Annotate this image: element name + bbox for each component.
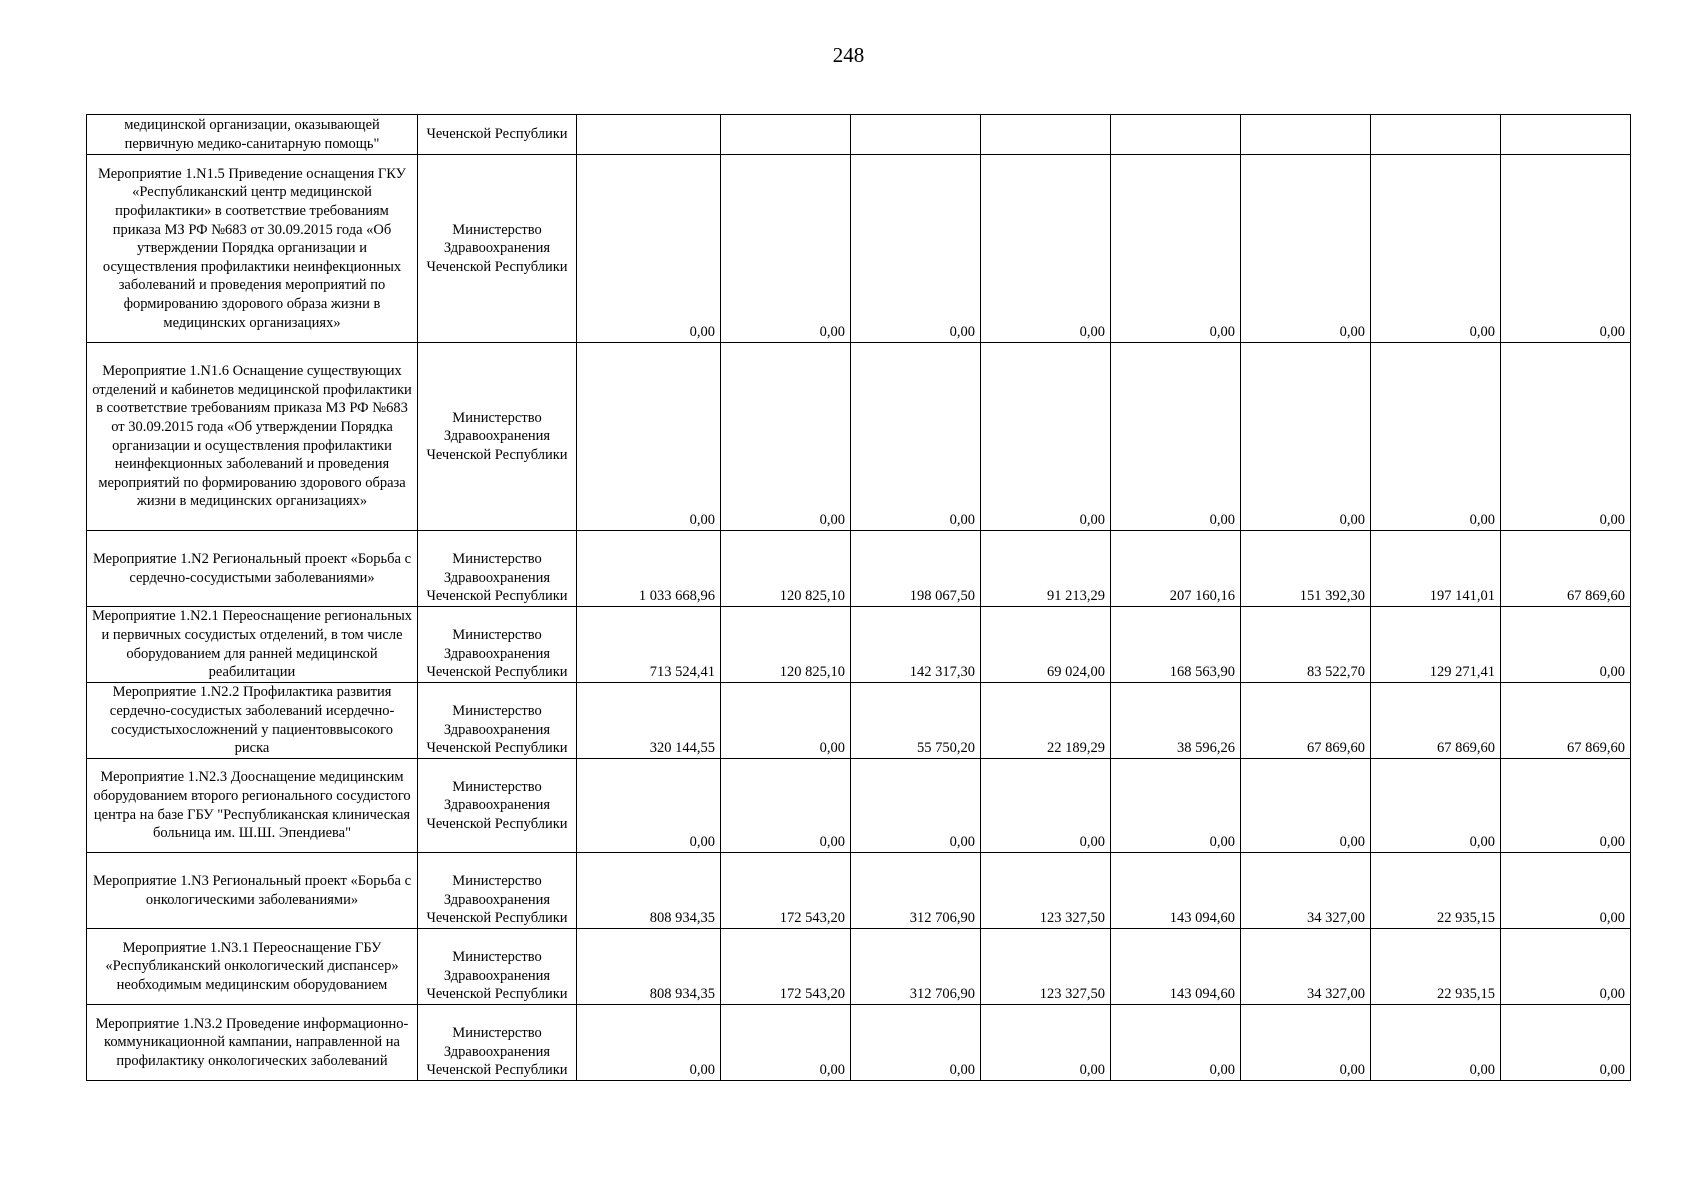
value-cell: 83 522,70 xyxy=(1241,607,1371,683)
value-cell: 123 327,50 xyxy=(981,853,1111,929)
page-number: 248 xyxy=(832,43,865,67)
value-cell: 0,00 xyxy=(1501,343,1631,531)
value-cell: 0,00 xyxy=(577,155,721,343)
table-row xyxy=(87,1005,1631,1081)
responsible-org-cell: Министерство Здравоохранения Чеченской Республики xyxy=(418,607,577,683)
value-cell: 0,00 xyxy=(1501,607,1631,683)
value-cell: 207 160,16 xyxy=(1111,531,1241,607)
activity-name-cell: Мероприятие 1.N3.2 Проведение информационно-коммуникационной кампании, направленной на профилактику онкологических заболеваний xyxy=(87,1005,418,1081)
value-cell: 198 067,50 xyxy=(851,531,981,607)
responsible-org-cell: Министерство Здравоохранения Чеченской Республики xyxy=(418,759,577,853)
value-cell: 0,00 xyxy=(851,343,981,531)
value-cell: 0,00 xyxy=(981,343,1111,531)
value-cell: 0,00 xyxy=(721,683,851,759)
table-row xyxy=(87,155,1631,343)
value-cell: 0,00 xyxy=(1111,343,1241,531)
value-cell: 129 271,41 xyxy=(1371,607,1501,683)
value-cell: 67 869,60 xyxy=(1241,683,1371,759)
value-cell: 0,00 xyxy=(981,155,1111,343)
value-cell: 168 563,90 xyxy=(1111,607,1241,683)
value-cell: 0,00 xyxy=(1501,929,1631,1005)
value-cell: 143 094,60 xyxy=(1111,853,1241,929)
value-cell: 0,00 xyxy=(1241,155,1371,343)
table-row xyxy=(87,759,1631,853)
activity-name-cell: Мероприятие 1.N2.2 Профилактика развития сердечно-сосудистых заболеваний исердечно-сосудистыхосложнений у пациентоввысокого риска xyxy=(87,683,418,759)
value-cell xyxy=(1111,115,1241,155)
value-cell: 0,00 xyxy=(851,759,981,853)
activity-name-cell: Мероприятие 1.N3.1 Переоснащение ГБУ «Республиканский онкологический диспансер» необходимым медицинским оборудованием xyxy=(87,929,418,1005)
value-cell: 143 094,60 xyxy=(1111,929,1241,1005)
responsible-org-cell: Министерство Здравоохранения Чеченской Республики xyxy=(418,1005,577,1081)
table-row xyxy=(87,531,1631,607)
value-cell: 142 317,30 xyxy=(851,607,981,683)
value-cell: 0,00 xyxy=(577,343,721,531)
value-cell: 0,00 xyxy=(721,1005,851,1081)
responsible-org-cell: Министерство Здравоохранения Чеченской Республики xyxy=(418,343,577,531)
value-cell: 320 144,55 xyxy=(577,683,721,759)
value-cell: 0,00 xyxy=(1111,155,1241,343)
activity-name-cell: Мероприятие 1.N2.3 Дооснащение медицинским оборудованием второго регионального сосудистого центра на базе ГБУ "Республиканская клиническая больница им. Ш.Ш. Эпендиева" xyxy=(87,759,418,853)
value-cell: 0,00 xyxy=(981,1005,1111,1081)
value-cell: 808 934,35 xyxy=(577,853,721,929)
value-cell: 67 869,60 xyxy=(1501,683,1631,759)
responsible-org-cell: Министерство Здравоохранения Чеченской Республики xyxy=(418,929,577,1005)
table-row xyxy=(87,343,1631,531)
activity-name-cell: Мероприятие 1.N1.5 Приведение оснащения ГКУ «Республиканский центр медицинской профилактики» в соответствие требованиям приказа МЗ РФ №683 от 30.09.2015 года «Об утверждении Порядка организации и осуществления профилактики неинфекционных заболеваний и проведения мероприятий по формированию здорового образа жизни в медицинских организациях» xyxy=(87,155,418,343)
value-cell: 0,00 xyxy=(1501,1005,1631,1081)
table-row xyxy=(87,853,1631,929)
value-cell xyxy=(721,115,851,155)
value-cell: 67 869,60 xyxy=(1371,683,1501,759)
value-cell xyxy=(577,115,721,155)
table-row xyxy=(87,607,1631,683)
activity-name-cell: Мероприятие 1.N3 Региональный проект «Борьба с онкологическими заболеваниями» xyxy=(87,853,418,929)
value-cell: 312 706,90 xyxy=(851,853,981,929)
value-cell xyxy=(1241,115,1371,155)
value-cell: 0,00 xyxy=(1501,759,1631,853)
value-cell: 172 543,20 xyxy=(721,929,851,1005)
value-cell: 38 596,26 xyxy=(1111,683,1241,759)
value-cell xyxy=(981,115,1111,155)
table-row xyxy=(87,115,1631,155)
value-cell: 55 750,20 xyxy=(851,683,981,759)
value-cell: 197 141,01 xyxy=(1371,531,1501,607)
value-cell: 69 024,00 xyxy=(981,607,1111,683)
value-cell: 67 869,60 xyxy=(1501,531,1631,607)
responsible-org-cell: Министерство Здравоохранения Чеченской Республики xyxy=(418,531,577,607)
value-cell: 0,00 xyxy=(721,155,851,343)
value-cell: 0,00 xyxy=(1501,155,1631,343)
value-cell: 0,00 xyxy=(1241,1005,1371,1081)
value-cell: 120 825,10 xyxy=(721,607,851,683)
responsible-org-cell: Министерство Здравоохранения Чеченской Республики xyxy=(418,853,577,929)
value-cell: 91 213,29 xyxy=(981,531,1111,607)
value-cell: 0,00 xyxy=(1111,759,1241,853)
value-cell: 34 327,00 xyxy=(1241,929,1371,1005)
value-cell: 120 825,10 xyxy=(721,531,851,607)
responsible-org-cell: Чеченской Республики xyxy=(418,115,577,155)
program-activities-table xyxy=(86,114,1631,1081)
value-cell: 0,00 xyxy=(1371,155,1501,343)
value-cell: 0,00 xyxy=(1241,759,1371,853)
value-cell: 22 935,15 xyxy=(1371,929,1501,1005)
value-cell: 0,00 xyxy=(577,1005,721,1081)
value-cell: 0,00 xyxy=(851,1005,981,1081)
value-cell: 34 327,00 xyxy=(1241,853,1371,929)
value-cell: 0,00 xyxy=(721,759,851,853)
value-cell: 713 524,41 xyxy=(577,607,721,683)
activity-name-cell: Мероприятие 1.N2 Региональный проект «Борьба с сердечно-сосудистыми заболеваниями» xyxy=(87,531,418,607)
responsible-org-cell: Министерство Здравоохранения Чеченской Республики xyxy=(418,683,577,759)
value-cell: 123 327,50 xyxy=(981,929,1111,1005)
value-cell: 312 706,90 xyxy=(851,929,981,1005)
value-cell: 0,00 xyxy=(577,759,721,853)
value-cell: 808 934,35 xyxy=(577,929,721,1005)
value-cell: 0,00 xyxy=(1371,343,1501,531)
table-row xyxy=(87,683,1631,759)
value-cell: 0,00 xyxy=(851,155,981,343)
value-cell: 0,00 xyxy=(1371,759,1501,853)
table-row xyxy=(87,929,1631,1005)
value-cell: 0,00 xyxy=(1501,853,1631,929)
value-cell xyxy=(1501,115,1631,155)
value-cell: 172 543,20 xyxy=(721,853,851,929)
value-cell: 0,00 xyxy=(721,343,851,531)
value-cell xyxy=(1371,115,1501,155)
value-cell: 22 935,15 xyxy=(1371,853,1501,929)
value-cell: 22 189,29 xyxy=(981,683,1111,759)
activity-name-cell: Мероприятие 1.N2.1 Переоснащение региональных и первичных сосудистых отделений, в том числе оборудованием для ранней медицинской реабилитации xyxy=(87,607,418,683)
value-cell: 0,00 xyxy=(1111,1005,1241,1081)
value-cell xyxy=(851,115,981,155)
value-cell: 0,00 xyxy=(1371,1005,1501,1081)
activity-name-cell: медицинской организации, оказывающей первичную медико-санитарную помощь" xyxy=(87,115,418,155)
value-cell: 0,00 xyxy=(1241,343,1371,531)
value-cell: 151 392,30 xyxy=(1241,531,1371,607)
value-cell: 1 033 668,96 xyxy=(577,531,721,607)
responsible-org-cell: Министерство Здравоохранения Чеченской Республики xyxy=(418,155,577,343)
activity-name-cell: Мероприятие 1.N1.6 Оснащение существующих отделений и кабинетов медицинской профилактики в соответствие требованиям приказа МЗ РФ №683 от 30.09.2015 года «Об утверждении Порядка организации и осуществления профилактики неинфекционных заболеваний и проведения мероприятий по формированию здорового образа жизни в медицинских организациях» xyxy=(87,343,418,531)
value-cell: 0,00 xyxy=(981,759,1111,853)
